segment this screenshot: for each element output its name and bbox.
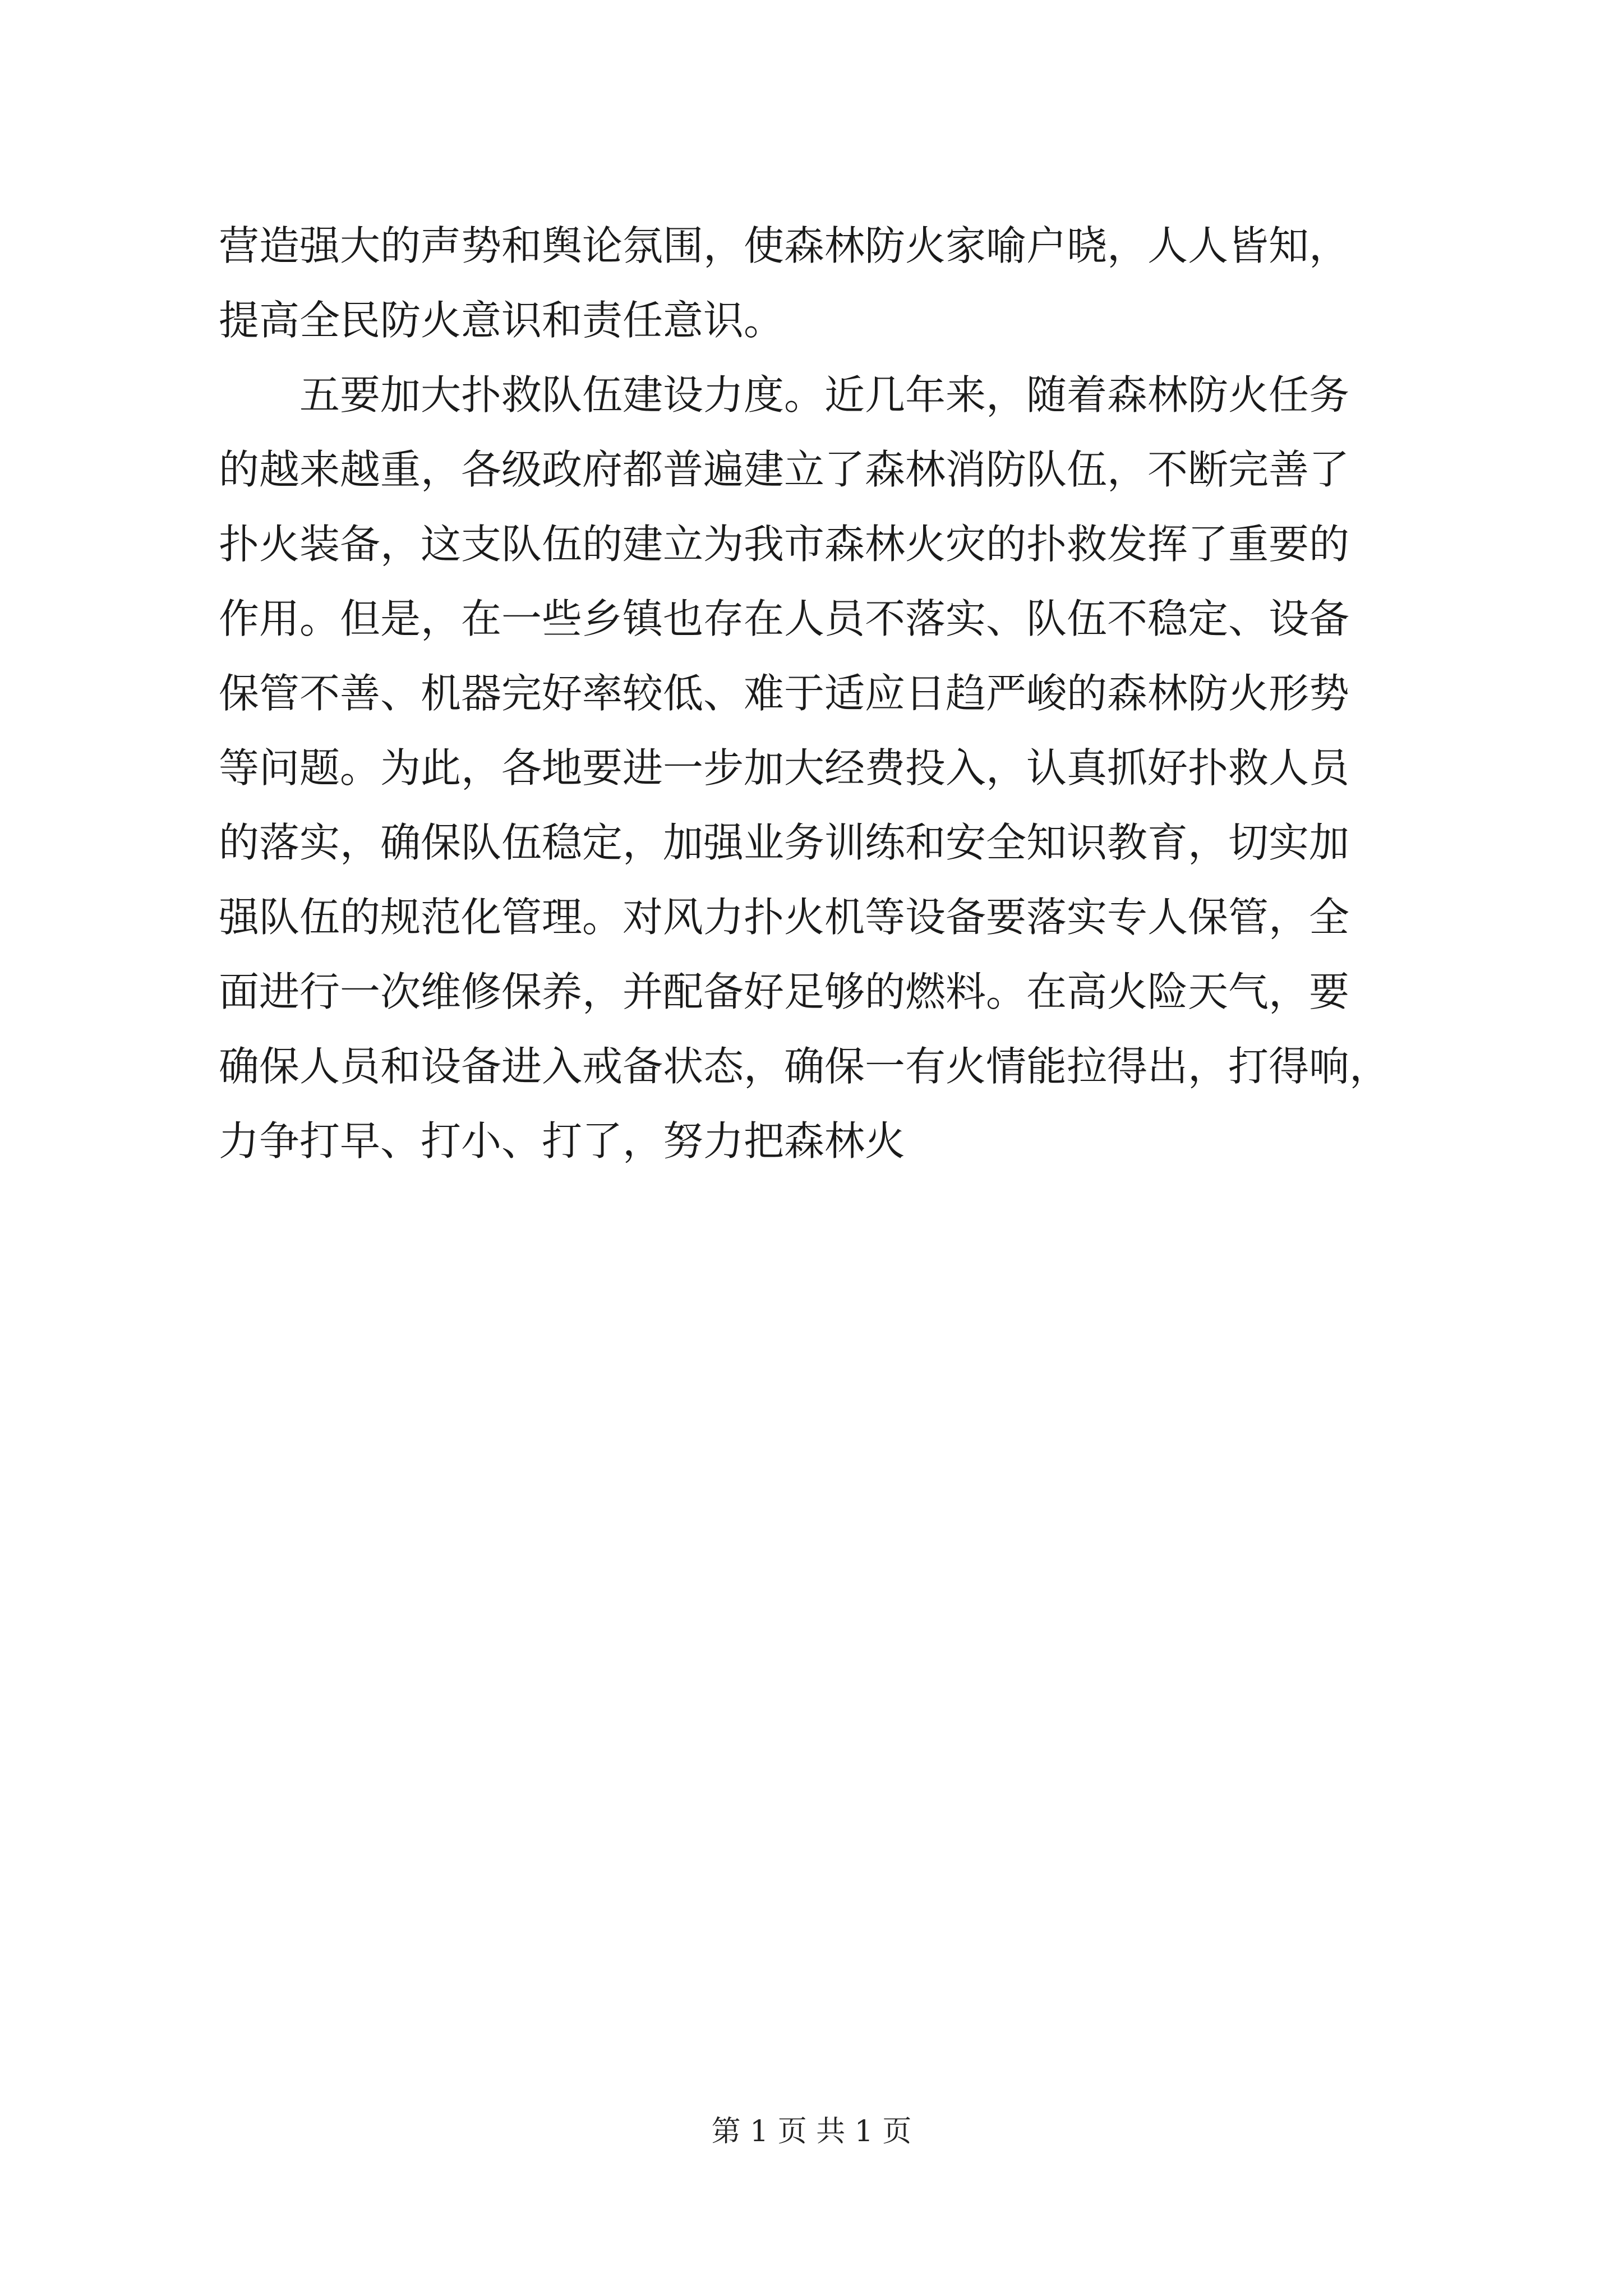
text-line: 确保人员和设备进入戒备状态，确保一有火情能拉得出，打得响， (219, 1043, 1390, 1090)
text-line: 扑火装备，这支队伍的建立为我市森林火灾的扑救发挥了重要的 (219, 521, 1350, 568)
page-footer: 第 1 页 共 1 页 (711, 2115, 912, 2148)
text-line: 力争打早、打小、打了，努力把森林火 (219, 1117, 906, 1165)
text-line: 的落实，确保队伍稳定，加强业务训练和安全知识教育，切实加 (219, 819, 1350, 866)
text-line: 的越来越重，各级政府都普遍建立了森林消防队伍，不断完善了 (219, 446, 1350, 493)
text-line: 作用。但是，在一些乡镇也存在人员不落实、队伍不稳定、设备 (219, 595, 1350, 642)
text-line: 等问题。为此，各地要进一步加大经费投入，认真抓好扑救人员 (219, 744, 1350, 792)
text-line: 保管不善、机器完好率较低、难于适应日趋严峻的森林防火形势 (219, 670, 1350, 717)
text-line: 强队伍的规范化管理。对风力扑火机等设备要落实专人保管，全 (219, 894, 1350, 941)
body-text (219, 209, 1430, 1179)
paragraph-start-line: 五要加大扑救队伍建设力度。近几年来，随着森林防火任务 (299, 371, 1350, 418)
text-line: 提高全民防火意识和责任意识。 (219, 297, 785, 344)
text-line: 面进行一次维修保养，并配备好足够的燃料。在高火险天气，要 (219, 968, 1350, 1015)
text-line: 营造强大的声势和舆论氛围，使森林防火家喻户晓，人人皆知， (219, 222, 1350, 269)
